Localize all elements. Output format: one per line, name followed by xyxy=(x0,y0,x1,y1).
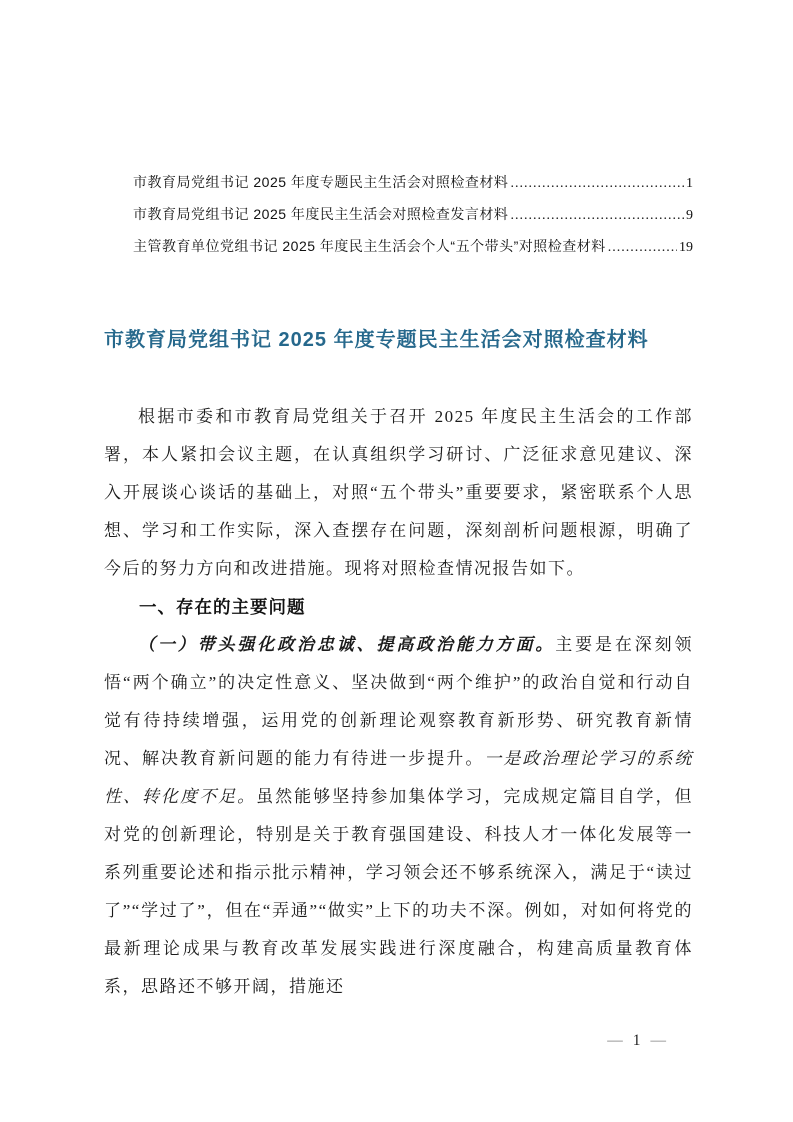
toc-dot-leader xyxy=(510,198,684,232)
toc-entry-title[interactable]: 市教育局党组书记 2025 年度专题民主生活会对照检查材料 xyxy=(133,174,509,190)
intro-paragraph xyxy=(104,398,693,588)
document-title: 市教育局党组书记 2025 年度专题民主生活会对照检查材料 xyxy=(104,329,649,351)
intro-text: 根据市委和市教育局党组关于召开 2025 年度民主生活会的工作部署，本人紧扣会议主题，在认真组织学习研讨、广泛征求意见建议、深入开展谈心谈话的基础上，对照“五个带头”重要要求，紧密联系个人思想、学习和工作实际，深入查摆存在问题，深刻剖析问题根源，明确了今后的努力方向和改进措施。现将对照检查情况报告如下。 xyxy=(104,407,693,578)
section-heading-1: 一、存在的主要问题 xyxy=(139,597,306,617)
table-of-contents xyxy=(133,166,693,262)
footer-page-number: 1 xyxy=(632,1032,643,1049)
page-number-footer xyxy=(607,1030,668,1052)
toc-page-number[interactable]: 1 xyxy=(686,176,693,191)
subsection-lead: （一）带头强化政治忠诚、提高政治能力方面。 xyxy=(138,635,556,654)
subsection-text-1: 主要是在深刻领悟“两个确立”的决定性意义、坚决做到“两个维护”的政治自觉和行动自觉有待持续增强，运用党的创新理论观察教育新形势、研究教育新情况、解决教育新问题的能力有待进一步提升。 xyxy=(104,635,694,768)
toc-page-number[interactable]: 19 xyxy=(679,240,693,255)
subsection-paragraph-1 xyxy=(104,626,693,1006)
toc-entry-title[interactable]: 市教育局党组书记 2025 年度民主生活会对照检查发言材料 xyxy=(133,206,509,222)
toc-entry[interactable] xyxy=(133,230,693,262)
toc-entry[interactable] xyxy=(133,166,693,198)
subsection-text-2: 虽然能够坚持参加集体学习，完成规定篇目自学，但对党的创新理论，特别是关于教育强国建设、科技人才一体化发展等一系列重要论述和指示批示精神，学习领会还不够系统深入，满足于“读过了”“学过了”，但在“弄通”“做实”上下的功夫不深。例如，对如何将党的最新理论成果与教育改革发展实践进行深度融合，构建高质量教育体系，思路还不够开阔，措施还 xyxy=(104,787,694,996)
toc-dot-leader xyxy=(608,230,677,264)
toc-entry[interactable] xyxy=(133,198,693,230)
document-body xyxy=(104,398,693,1006)
toc-dot-leader xyxy=(510,166,684,200)
toc-page-number[interactable]: 9 xyxy=(686,208,693,223)
toc-entry-title[interactable]: 主管教育单位党组书记 2025 年度民主生活会个人“五个带头”对照检查材料 xyxy=(133,238,606,254)
subsection-emphasis-1: 一是政治理论学习的系统性、转化度不足。 xyxy=(104,749,694,806)
footer-right-dash: — xyxy=(650,1032,668,1049)
footer-left-dash: — xyxy=(607,1032,625,1049)
